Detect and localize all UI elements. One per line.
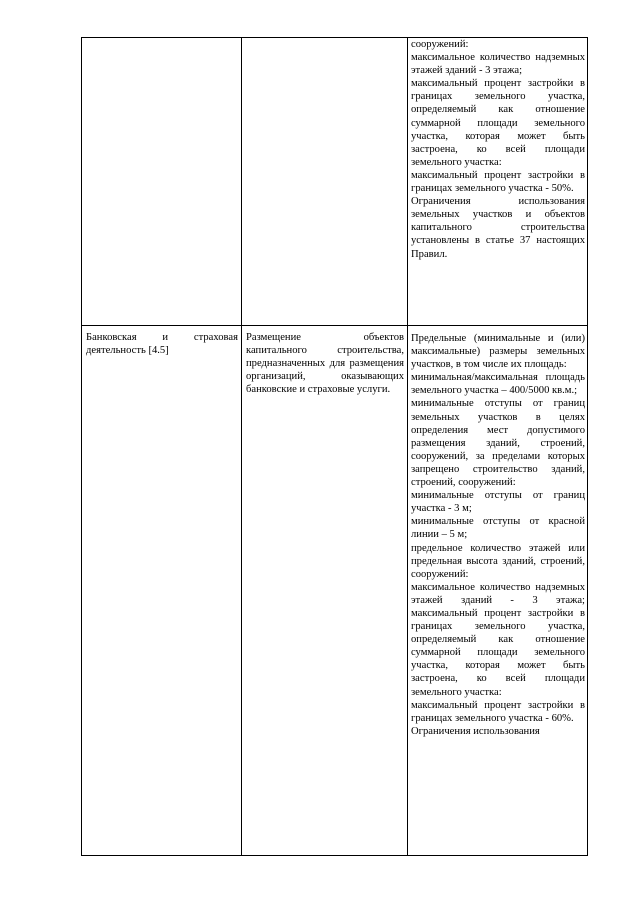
parameter-paragraph: минимальные отступы от красной линии – 5 м;	[411, 516, 585, 541]
parameter-paragraph: максимальное количество надземных этажей зданий - 3 этажа; максимальный процент застройки в границах земельного участка, определяемый как отношение суммарной площади земельного участка, которая может быть застроена, ко всей площади земельного участка:	[411, 581, 585, 698]
parameter-paragraph: максимальный процент застройки в границах земельного участка - 60%.	[411, 699, 585, 724]
cell-text	[242, 38, 407, 39]
table-row	[82, 38, 588, 326]
cell-text	[82, 38, 241, 39]
parameter-paragraph: Ограничения использования	[411, 725, 540, 737]
regulations-table	[81, 37, 588, 856]
parameter-paragraph: максимальный процент застройки в границах земельного участка - 50%.	[411, 169, 585, 195]
use-type-description: Размещение объектов капитального строительства, предназначенных для размещения организаций, оказывающих банковские и страховые услуги.	[246, 332, 404, 396]
parameter-paragraph: Предельные (минимальные и (или) максимальные) размеры земельных участков, в том числе их площадь:	[411, 333, 585, 371]
cell-parameters	[408, 38, 588, 326]
cell-parameters	[408, 326, 588, 856]
parameter-paragraph: минимальные отступы от границ участка - 3 м;	[411, 490, 585, 515]
parameter-paragraph: предельное количество этажей или предельная высота зданий, строений, сооружений:	[411, 542, 585, 580]
use-type-name: Банковская и страховая деятельность [4.5]	[86, 332, 238, 357]
cell-use-type	[82, 38, 242, 326]
parameter-paragraph: минимальные отступы от границ земельных участков в целях определения мест допустимого размещения зданий, строений, сооружений, за пределами которых запрещено строительство зданий, строений, сооружений:	[411, 398, 585, 489]
parameter-paragraph: минимальная/максимальная площадь земельного участка – 400/5000 кв.м.;	[411, 372, 585, 397]
cell-use-type	[82, 326, 242, 856]
parameter-paragraph: сооружений:	[411, 39, 469, 50]
parameter-paragraph: Ограничения использования земельных участков и объектов капитального строительства установлены в статье 37 настоящих Правил.	[411, 196, 585, 260]
cell-description	[242, 38, 408, 326]
table-row	[82, 326, 588, 856]
cell-description	[242, 326, 408, 856]
parameter-paragraph: максимальное количество надземных этажей зданий - 3 этажа;	[411, 52, 585, 77]
parameter-paragraph: максимальный процент застройки в границах земельного участка, определяемый как отношение суммарной площади земельного участка, которая может быть застроена, ко всей площади земельного участка:	[411, 78, 585, 168]
